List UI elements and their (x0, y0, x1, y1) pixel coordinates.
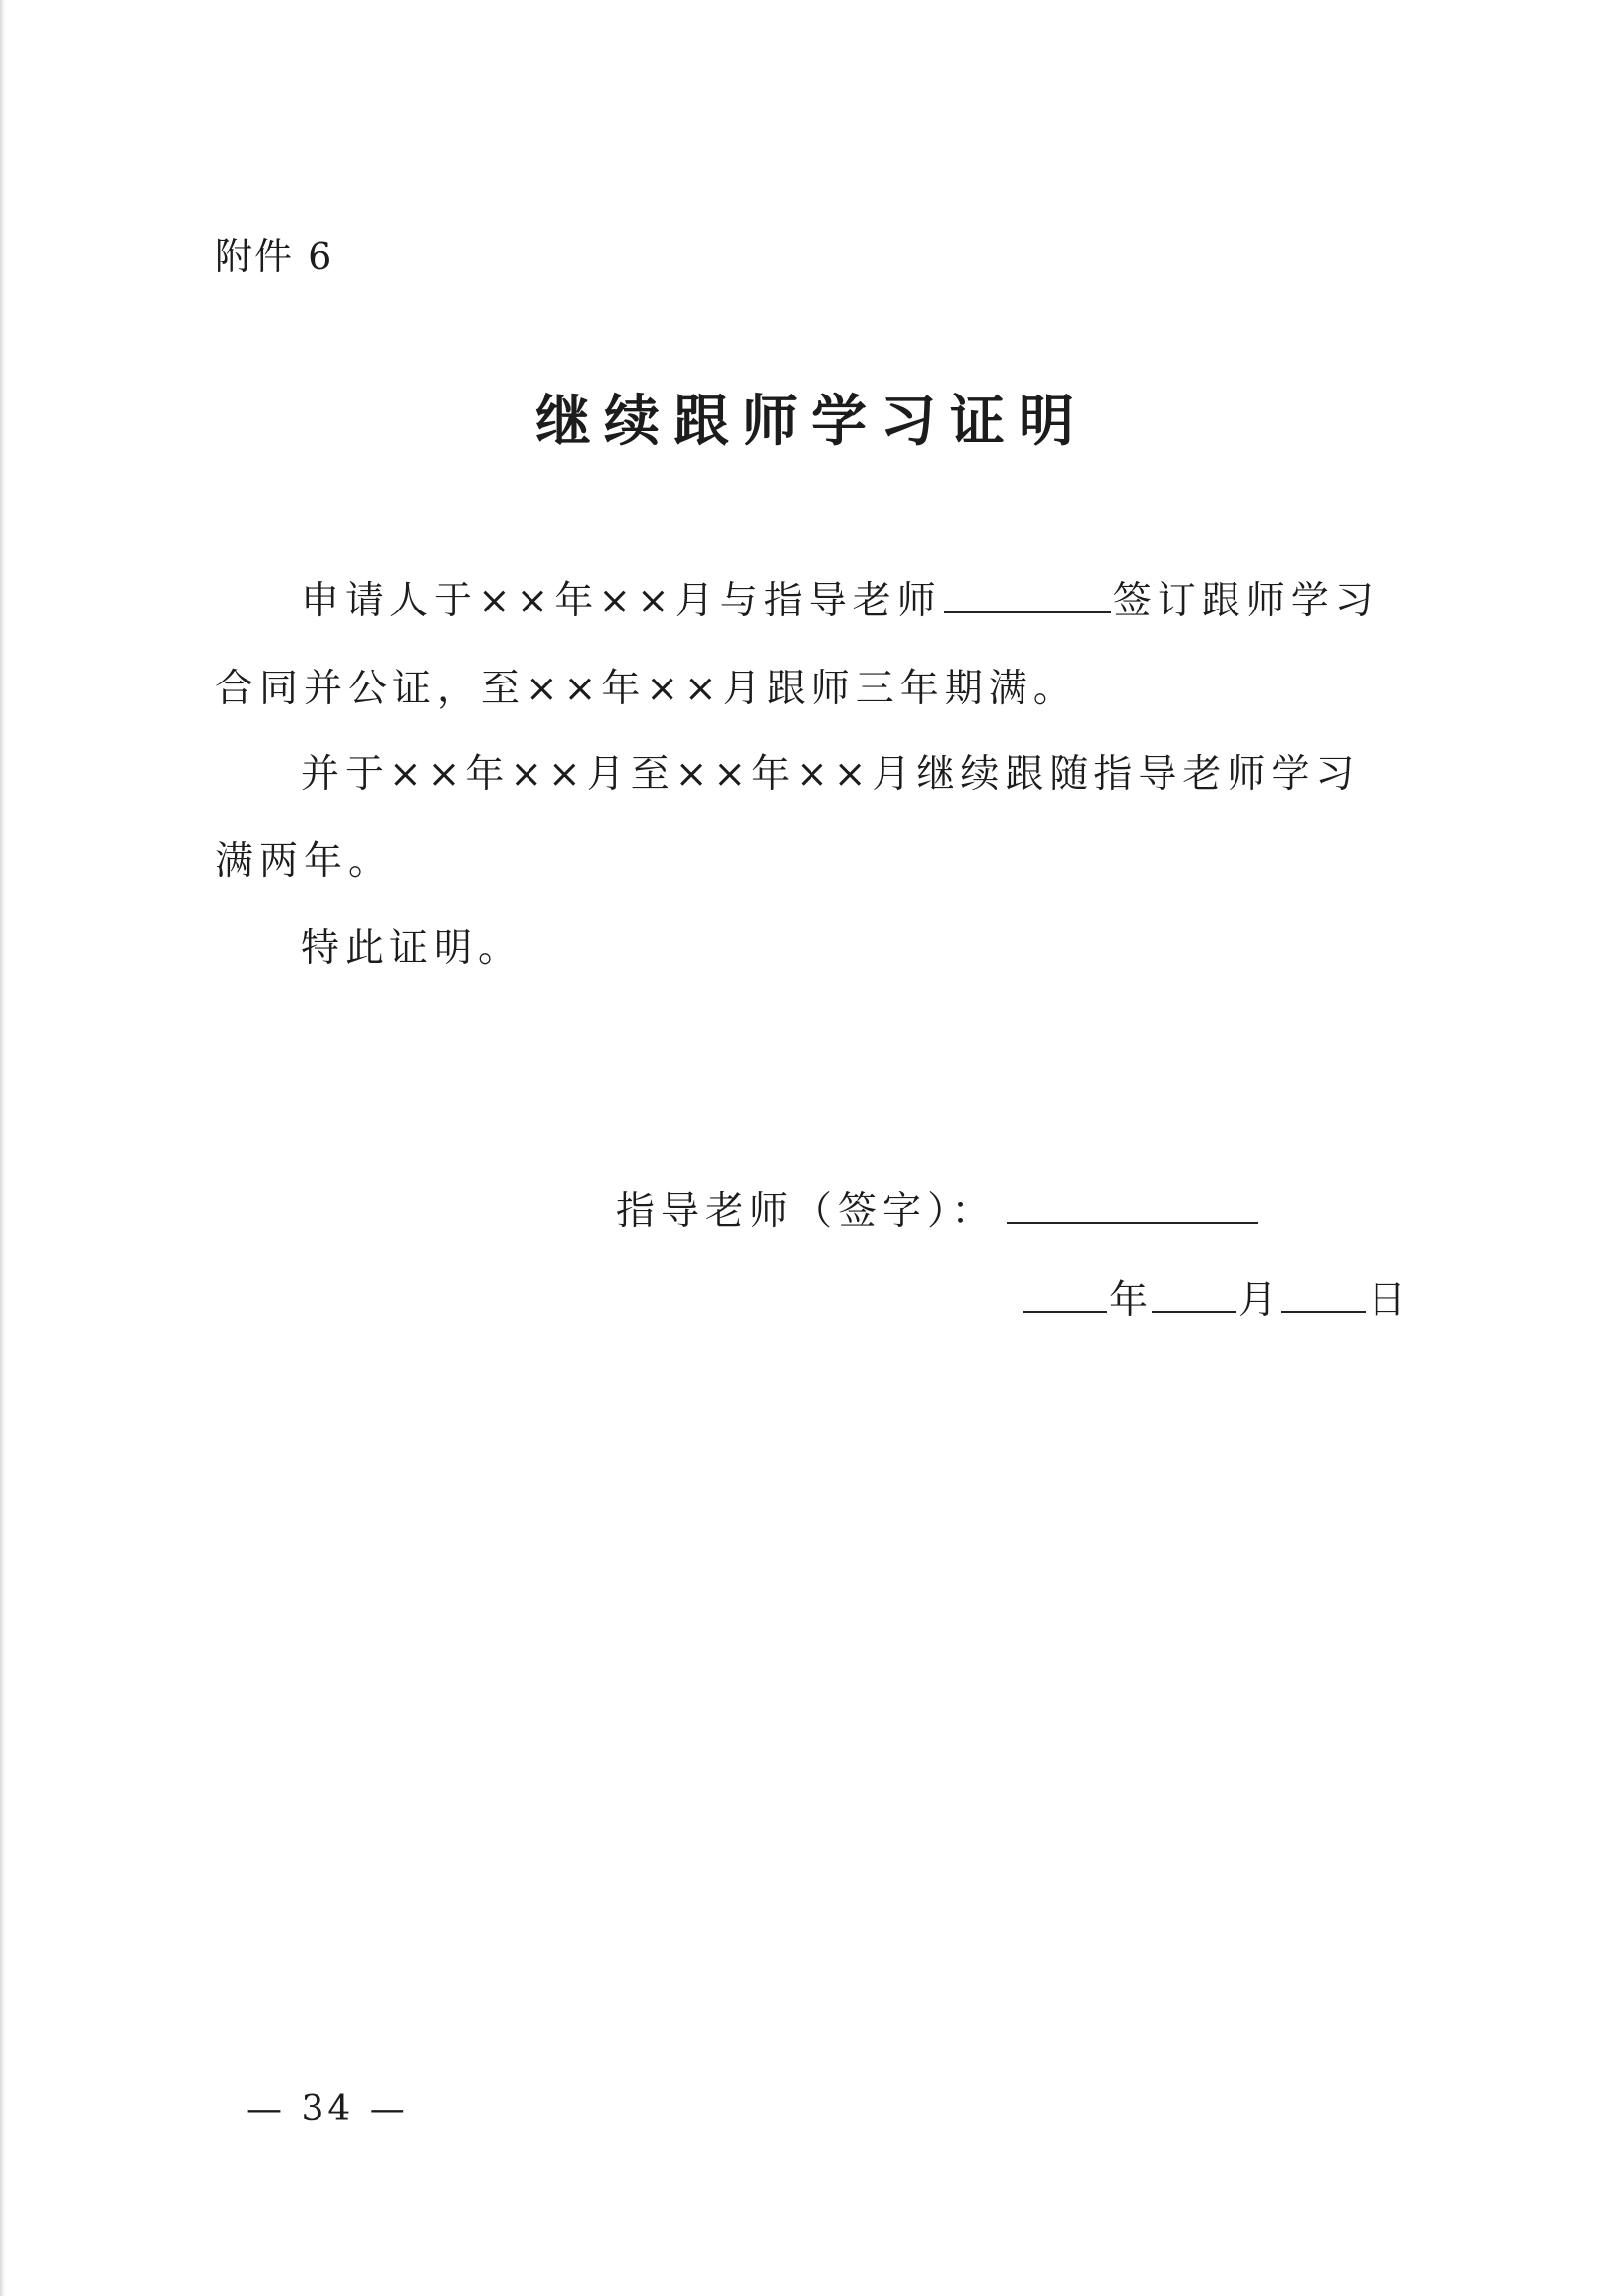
paragraph2-line2: 满两年。 (215, 839, 393, 884)
paragraph1-line2: 合同并公证，至××年××月跟师三年期满。 (215, 667, 1078, 711)
paragraph1-line1-after: 签订跟师学习 (1112, 579, 1379, 623)
year-label: 年 (1109, 1278, 1151, 1323)
date-line (1021, 1277, 1408, 1325)
paragraph1-line1 (301, 578, 1379, 625)
year-blank[interactable] (1023, 1277, 1107, 1313)
teacher-name-blank[interactable] (944, 578, 1111, 613)
signature-blank[interactable] (1007, 1188, 1258, 1224)
document-title: 继续跟师学习证明 (535, 389, 1088, 454)
signature-line (616, 1188, 1260, 1236)
day-blank[interactable] (1281, 1277, 1366, 1313)
day-label: 日 (1368, 1278, 1409, 1323)
paragraph2-line1: 并于××年××月至××年××月继续跟随指导老师学习 (301, 753, 1361, 797)
attachment-label: 附件 6 (215, 235, 334, 278)
page-number: — 34 — (247, 2089, 409, 2129)
paragraph1-line1-before: 申请人于××年××月与指导老师 (301, 579, 942, 623)
signature-label: 指导老师（签字）： (616, 1189, 997, 1234)
month-blank[interactable] (1152, 1277, 1236, 1313)
page-edge (0, 0, 6, 2296)
month-label: 月 (1238, 1278, 1280, 1323)
closing-statement: 特此证明。 (301, 926, 524, 970)
